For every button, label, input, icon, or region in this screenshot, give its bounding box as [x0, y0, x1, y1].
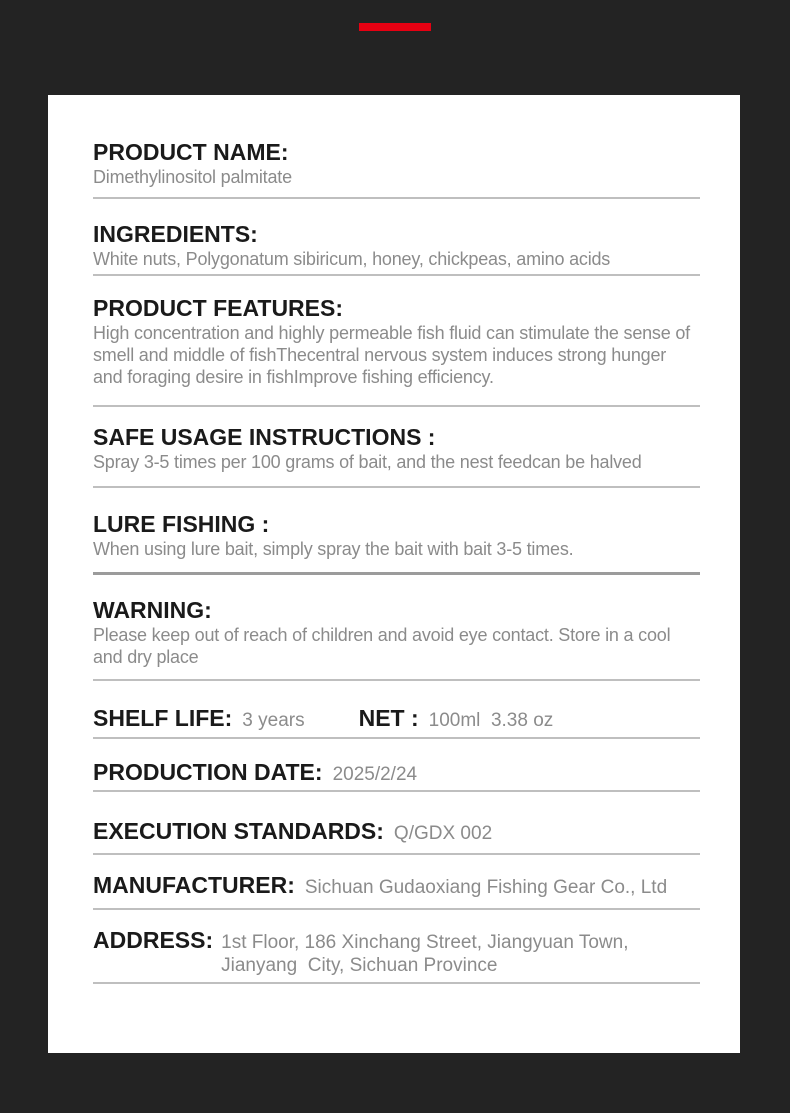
divider-lure-fishing	[93, 572, 700, 575]
product-features-heading: PRODUCT FEATURES:	[93, 295, 344, 321]
divider-ingredients	[93, 274, 700, 276]
net-value: 100ml 3.38 oz	[428, 710, 554, 731]
net-label: NET :	[358, 705, 419, 731]
warning-heading: WARNING:	[93, 597, 212, 623]
label-card	[48, 95, 740, 1053]
safe-usage-body: Spray 3-5 times per 100 grams of bait, and the nest feedcan be halved	[93, 452, 642, 472]
shelf-life-label: SHELF LIFE:	[93, 705, 233, 731]
section-product-name	[93, 140, 700, 188]
section-product-features	[93, 296, 700, 388]
divider-shelf-life	[93, 737, 700, 739]
divider-execution-standards	[93, 853, 700, 855]
manufacturer-label: MANUFACTURER:	[93, 872, 295, 898]
divider-product-features	[93, 405, 700, 407]
address-row	[93, 928, 700, 977]
divider-warning	[93, 679, 700, 681]
execution-standards-label: EXECUTION STANDARDS:	[93, 818, 384, 844]
production-date-row	[93, 760, 700, 786]
product-features-body: High concentration and highly permeable fish fluid can stimulate the sense of smell and middle of fishThecentral nervous system induces strong hunger and foraging desire in fishImprove fishing efficiency.	[93, 323, 690, 387]
divider-production-date	[93, 790, 700, 792]
divider-address	[93, 982, 700, 984]
section-warning	[93, 598, 700, 668]
divider-safe-usage	[93, 486, 700, 488]
execution-standards-value: Q/GDX 002	[393, 823, 493, 844]
red-accent-bar	[359, 23, 431, 31]
ingredients-body: White nuts, Polygonatum sibiricum, honey, chickpeas, amino acids	[93, 249, 611, 269]
lure-fishing-heading: LURE FISHING :	[93, 511, 270, 537]
shelf-life-net-row	[93, 706, 700, 732]
safe-usage-heading: SAFE USAGE INSTRUCTIONS :	[93, 424, 436, 450]
section-lure-fishing	[93, 512, 700, 560]
divider-product-name	[93, 197, 700, 199]
divider-manufacturer	[93, 908, 700, 910]
address-label: ADDRESS:	[93, 927, 214, 953]
production-date-label: PRODUCTION DATE:	[93, 759, 323, 785]
warning-body: Please keep out of reach of children and avoid eye contact. Store in a cool and dry place	[93, 625, 671, 667]
address-value	[221, 931, 628, 977]
product-name-heading: PRODUCT NAME:	[93, 139, 289, 165]
production-date-value: 2025/2/24	[332, 764, 418, 785]
lure-fishing-body: When using lure bait, simply spray the bait with bait 3-5 times.	[93, 539, 574, 559]
section-ingredients	[93, 222, 700, 270]
manufacturer-row	[93, 873, 700, 899]
address-line-2: Jianyang City, Sichuan Province	[221, 955, 498, 976]
product-name-body: Dimethylinositol palmitate	[93, 167, 292, 187]
execution-standards-row	[93, 819, 700, 845]
ingredients-heading: INGREDIENTS:	[93, 221, 258, 247]
address-line-1: 1st Floor, 186 Xinchang Street, Jiangyuan Town,	[221, 932, 629, 953]
shelf-life-value: 3 years	[242, 710, 305, 731]
manufacturer-value: Sichuan Gudaoxiang Fishing Gear Co., Ltd	[304, 877, 668, 898]
section-safe-usage	[93, 425, 700, 473]
